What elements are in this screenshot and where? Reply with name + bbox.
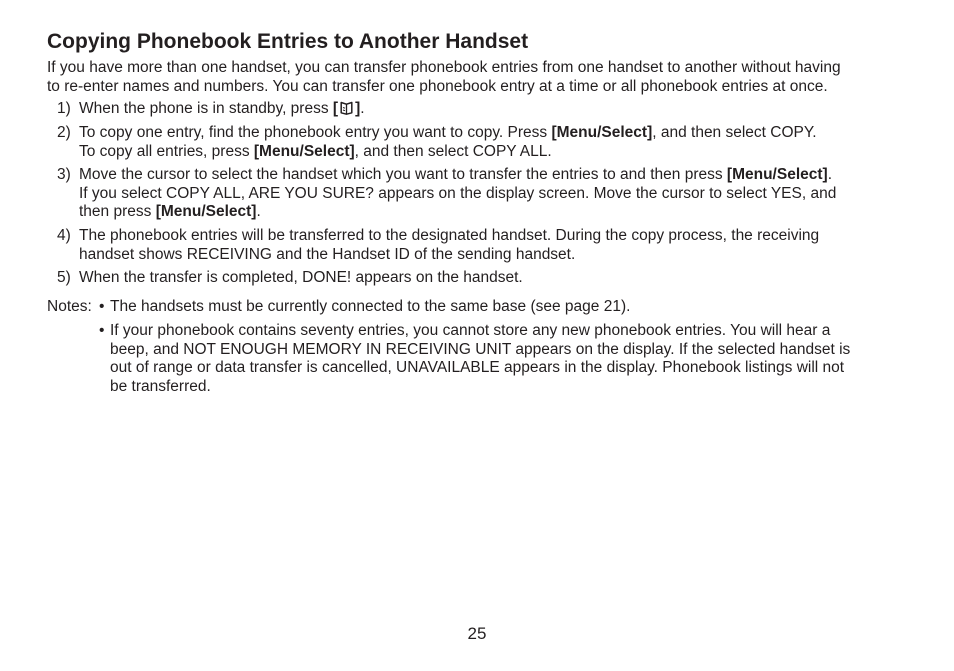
intro-paragraph [47, 59, 917, 96]
menu-select-key: [Menu/Select] [253, 142, 355, 160]
key-bracket: [ [332, 100, 339, 117]
phonebook-icon [340, 101, 353, 115]
note-line: If your phonebook contains seventy entries, you cannot store any new phonebook entries. You will hear a [110, 322, 831, 339]
menu-select-key: [Menu/Select] [155, 203, 257, 220]
bullet: • [99, 322, 105, 339]
phonebook-key [333, 100, 360, 117]
note-line: be transferred. [110, 377, 211, 395]
step-line [79, 124, 917, 143]
step-text-segment: , and then select COPY ALL. [354, 142, 552, 160]
section-title: Copying Phonebook Entries to Another Handset [47, 30, 529, 53]
step-text [79, 227, 917, 264]
note-text [110, 298, 917, 317]
step-text-segment: then press [79, 203, 156, 220]
step-text [79, 124, 917, 161]
key-bracket: ] [355, 100, 361, 117]
step-text-segment: , and then select COPY. [652, 124, 817, 141]
step-text-segment: When the phone is in standby, press [79, 100, 333, 117]
step-number: 3) [57, 166, 71, 183]
step-line: When the transfer is completed, DONE! appears on the handset. [79, 269, 523, 286]
step-text-segment: . [256, 203, 261, 220]
note-line: out of range or data transfer is cancelled, UNAVAILABLE appears in the display. Phonebook listings will not [110, 359, 845, 376]
step-line: If you select COPY ALL, ARE YOU SURE? appears on the display screen. Move the cursor to select YES, and [79, 184, 837, 202]
step-line [79, 203, 917, 222]
note-line: beep, and NOT ENOUGH MEMORY IN RECEIVING UNIT appears on the display. If the selected handset is [110, 340, 851, 358]
step-text-segment: Move the cursor to select the handset which you want to transfer the entries to and then press [79, 166, 727, 183]
step-text-segment: To copy all entries, press [79, 142, 254, 160]
note-line: The handsets must be currently connected to the same base (see page 21). [110, 298, 631, 315]
menu-select-key: [Menu/Select] [726, 166, 828, 183]
step-text-segment: . [827, 166, 832, 183]
step-number: 5) [57, 269, 71, 286]
bullet: • [99, 298, 105, 315]
step-line: The phonebook entries will be transferred to the designated handset. During the copy process, the receiving [79, 227, 820, 244]
note-text [110, 322, 917, 396]
menu-select-key: [Menu/Select] [551, 124, 653, 141]
step-line: handset shows RECEIVING and the Handset ID of the sending handset. [79, 245, 576, 263]
step-number: 2) [57, 124, 71, 141]
step-number: 4) [57, 227, 71, 244]
step-text [79, 100, 917, 119]
notes-label: Notes: [47, 298, 92, 315]
intro-line: If you have more than one handset, you can transfer phonebook entries from one handset to another without having [47, 59, 841, 76]
step-text-segment: To copy one entry, find the phonebook entry you want to copy. Press [79, 124, 552, 141]
intro-line: to re-enter names and numbers. You can transfer one phonebook entry at a time or all phonebook entries at once. [47, 77, 828, 95]
step-line [79, 166, 917, 185]
step-text-segment: . [360, 100, 365, 117]
step-number: 1) [57, 100, 71, 117]
step-line [79, 143, 917, 162]
step-text [79, 166, 917, 222]
step-line [79, 100, 917, 119]
page-number: 25 [467, 624, 487, 643]
step-text [79, 269, 917, 288]
